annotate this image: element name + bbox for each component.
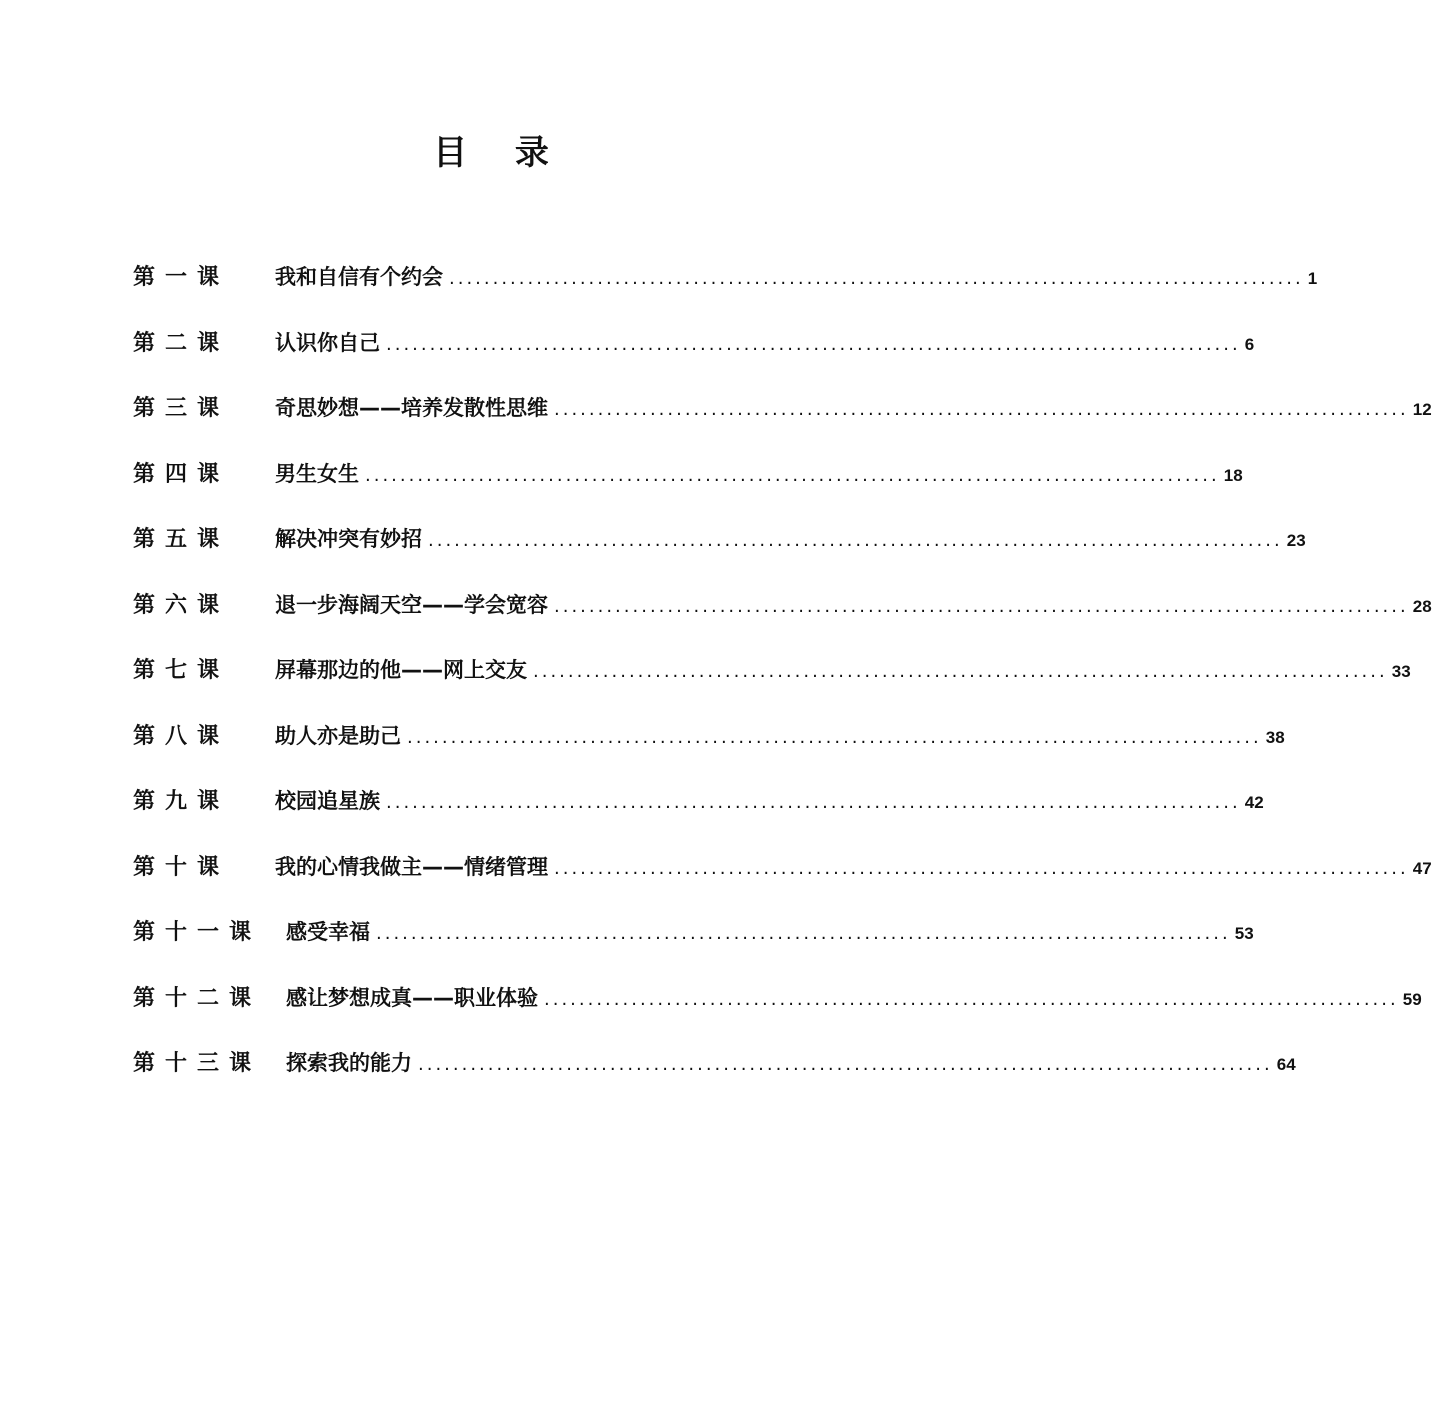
dot-leader: ..................................................................................................: [533, 661, 1388, 682]
lesson-title: 男生女生: [275, 461, 359, 486]
toc-entry: [133, 588, 1432, 654]
page-number: 47: [1412, 858, 1432, 878]
lesson-number: 第十二课: [133, 985, 262, 1011]
dot-leader: ..................................................................................................: [386, 333, 1241, 355]
lesson-number: 第二课: [133, 330, 230, 356]
toc-entry: [133, 784, 1264, 850]
page-number: 33: [1391, 662, 1411, 681]
page-number: 1: [1307, 269, 1318, 288]
dot-leader: ..................................................................................................: [554, 857, 1409, 879]
lesson-number: 第四课: [133, 461, 230, 487]
lesson-title: 屏幕那边的他——网上交友: [275, 658, 527, 682]
lesson-number: 第七课: [133, 658, 230, 683]
lesson-number: 第九课: [133, 789, 230, 814]
toc-entry: [133, 457, 1243, 523]
page-number: 23: [1286, 531, 1306, 550]
lesson-title: 认识你自己: [275, 330, 380, 355]
lesson-number: 第三课: [133, 396, 230, 421]
dot-leader: ..................................................................................................: [428, 530, 1283, 551]
page-number: 53: [1234, 924, 1254, 943]
page-number: 59: [1402, 989, 1422, 1009]
toc-entry: [133, 326, 1255, 392]
lesson-title: 感受幸福: [286, 920, 370, 944]
lesson-number: 第一课: [133, 265, 230, 290]
dot-leader: ..................................................................................................: [554, 399, 1409, 420]
lesson-title: 退一步海阔天空——学会宽容: [275, 592, 548, 617]
lesson-number: 第五课: [133, 527, 230, 552]
lesson-number: 第十一课: [133, 920, 262, 945]
page-title: 目 录: [433, 133, 567, 173]
lesson-title: 助人亦是助己: [275, 723, 401, 748]
page-number: 28: [1412, 596, 1432, 616]
dot-leader: ..................................................................................................: [554, 595, 1409, 617]
toc-entry: [133, 719, 1285, 785]
page-number: 18: [1223, 465, 1243, 485]
toc-entry: [133, 981, 1422, 1047]
lesson-number: 第六课: [133, 592, 230, 618]
dot-leader: ..................................................................................................: [376, 923, 1231, 944]
lesson-number: 第十课: [133, 854, 230, 880]
toc-entry: [133, 653, 1411, 719]
toc-entry: [133, 522, 1306, 588]
lesson-title: 奇思妙想——培养发散性思维: [275, 396, 548, 420]
page-number: 38: [1265, 727, 1285, 747]
dot-leader: ..................................................................................................: [449, 268, 1304, 289]
dot-leader: ..................................................................................................: [365, 464, 1220, 486]
page-number: 12: [1412, 400, 1432, 419]
dot-leader: ..................................................................................................: [418, 1054, 1273, 1075]
toc-entry: [133, 391, 1432, 457]
lesson-title: 校园追星族: [275, 789, 380, 813]
lesson-title: 探索我的能力: [286, 1051, 412, 1075]
lesson-number: 第八课: [133, 723, 230, 749]
dot-leader: ..................................................................................................: [544, 988, 1399, 1010]
lesson-title: 解决冲突有妙招: [275, 527, 422, 551]
lesson-title: 感让梦想成真——职业体验: [286, 985, 538, 1010]
toc-entry: [133, 915, 1254, 981]
page-number: 42: [1244, 793, 1264, 812]
page-number: 64: [1276, 1055, 1296, 1074]
lesson-title: 我的心情我做主——情绪管理: [275, 854, 548, 879]
dot-leader: ..................................................................................................: [407, 726, 1262, 748]
table-of-contents: [133, 260, 1432, 1112]
dot-leader: ..................................................................................................: [386, 792, 1241, 813]
lesson-number: 第十三课: [133, 1051, 262, 1076]
lesson-title: 我和自信有个约会: [275, 265, 443, 289]
toc-entry: [133, 850, 1432, 916]
toc-entry: [133, 1046, 1296, 1112]
toc-entry: [133, 260, 1318, 326]
page-number: 6: [1244, 334, 1255, 354]
